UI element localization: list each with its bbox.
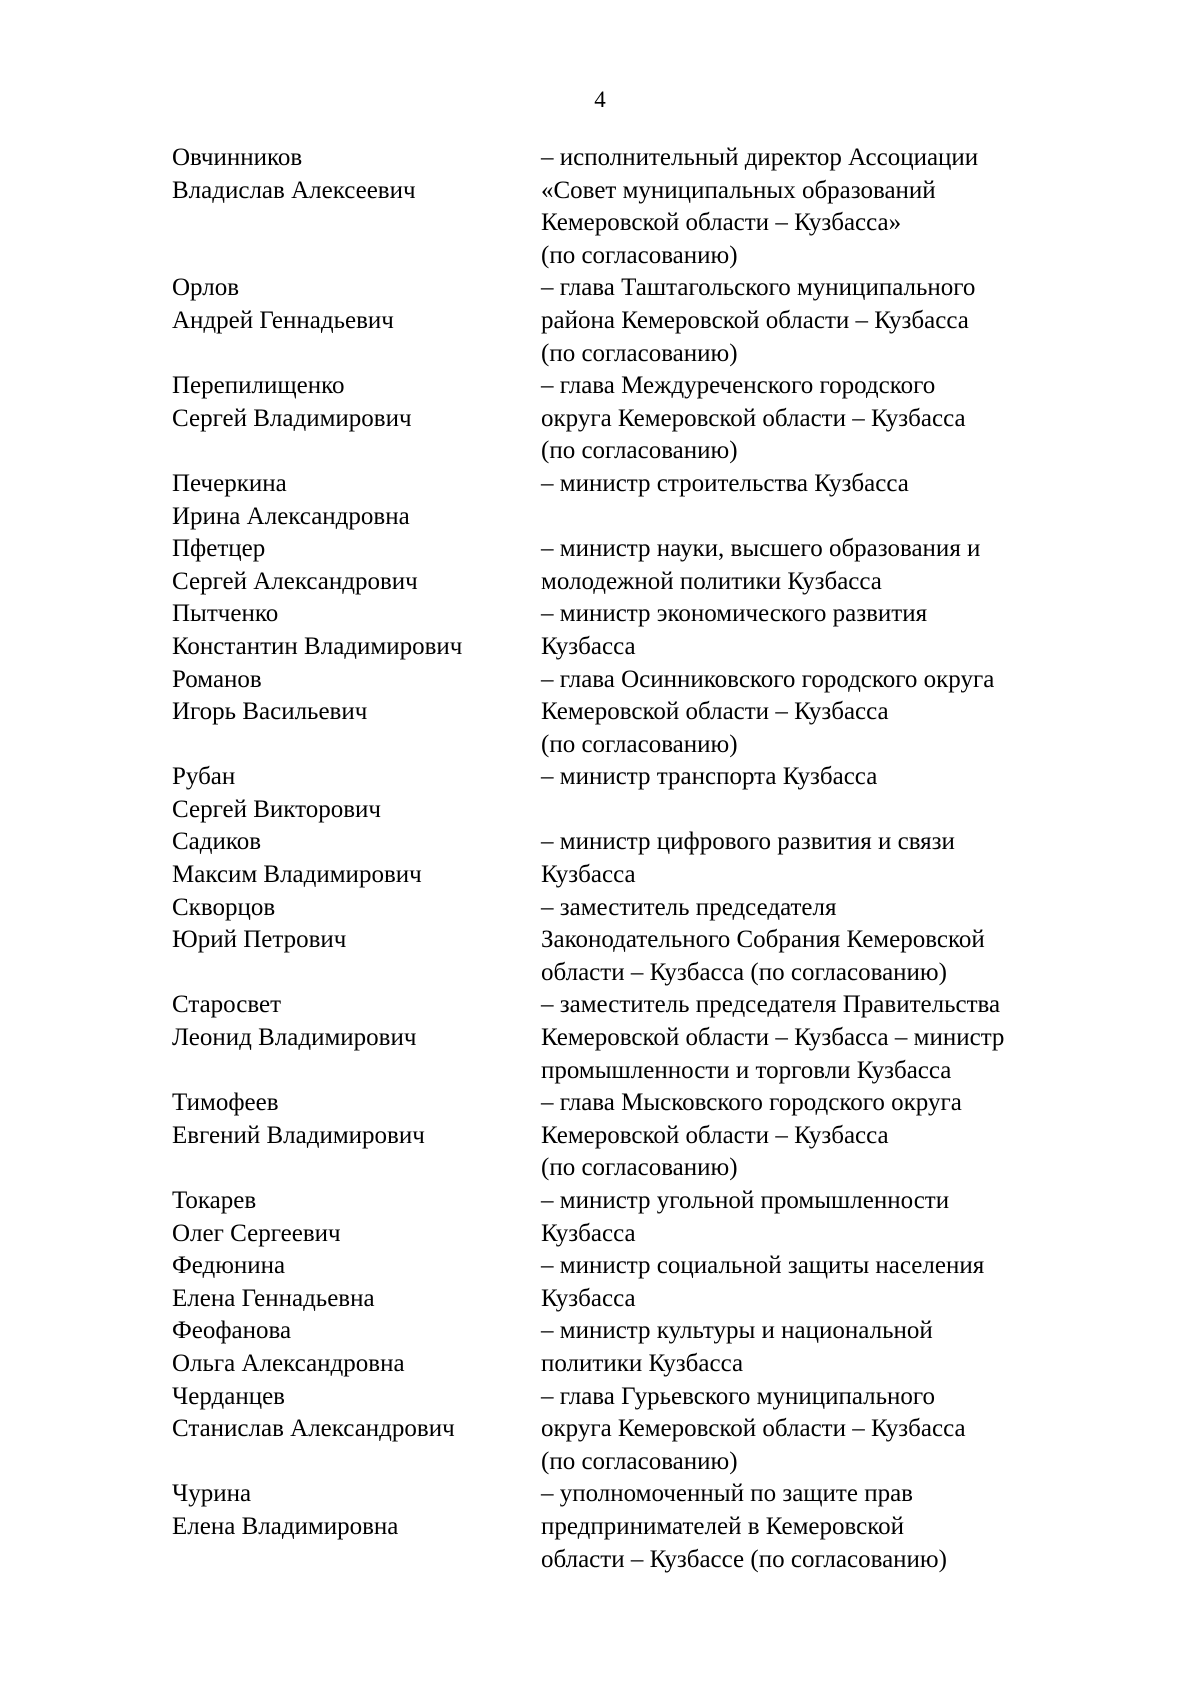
member-entry [172, 761, 1092, 826]
member-surname: Садиков [172, 828, 262, 856]
member-list [172, 142, 1092, 1576]
member-entry [172, 1087, 1092, 1185]
member-entry [172, 664, 1092, 762]
member-entry [172, 272, 1092, 370]
member-name [172, 142, 541, 207]
member-name [172, 664, 541, 729]
member-given-names: Станислав Александрович [172, 1415, 455, 1443]
member-position: – глава Междуреченского городского округа Кемеровской области – Кузбасса (по согласованию) [541, 372, 966, 465]
member-position: – заместитель председателя Правительства Кемеровской области – Кузбасса – министр промышленности и торговли Кузбасса [541, 991, 1005, 1084]
member-entry [172, 826, 1092, 891]
member-name [172, 892, 541, 957]
member-given-names: Елена Владимировна [172, 1512, 399, 1540]
member-name [172, 468, 541, 533]
member-entry [172, 1315, 1092, 1380]
member-given-names: Сергей Владимирович [172, 404, 412, 432]
member-name [172, 598, 541, 663]
member-entry [172, 598, 1092, 663]
member-given-names: Константин Владимирович [172, 632, 463, 660]
member-given-names: Сергей Александрович [172, 567, 418, 595]
member-surname: Чурина [172, 1480, 252, 1508]
member-name [172, 1315, 541, 1380]
member-entry [172, 989, 1092, 1087]
member-given-names: Ирина Александровна [172, 502, 410, 530]
member-entry [172, 1250, 1092, 1315]
member-position: – заместитель председателя Законодательного Собрания Кемеровской области – Кузбасса (по согласованию) [541, 893, 985, 986]
member-surname: Овчинников [172, 144, 303, 171]
member-position: – министр культуры и национальной политики Кузбасса [541, 1317, 933, 1377]
member-given-names: Ольга Александровна [172, 1349, 405, 1377]
member-surname: Рубан [172, 763, 236, 791]
member-entry [172, 892, 1092, 990]
member-position: – уполномоченный по защите прав предпринимателей в Кемеровской области – Кузбассе (по согласованию) [541, 1480, 947, 1573]
member-surname: Черданцев [172, 1382, 285, 1410]
member-position: – министр цифрового развития и связи Кузбасса [541, 828, 955, 889]
member-name [172, 1381, 541, 1446]
member-entry [172, 370, 1092, 468]
member-position: – министр транспорта Кузбасса [541, 763, 878, 791]
member-surname: Романов [172, 665, 262, 693]
member-given-names: Евгений Владимирович [172, 1121, 425, 1149]
member-entry [172, 142, 1092, 272]
member-position: – министр социальной защиты населения Кузбасса [541, 1252, 985, 1312]
member-position: – министр науки, высшего образования и молодежной политики Кузбасса [541, 535, 981, 595]
member-surname: Федюнина [172, 1252, 286, 1280]
member-given-names: Сергей Викторович [172, 795, 381, 823]
member-name [172, 761, 541, 826]
member-position: – министр экономического развития Кузбасса [541, 600, 928, 660]
member-entry [172, 1381, 1092, 1479]
member-surname: Пфетцер [172, 535, 266, 563]
member-surname: Пытченко [172, 600, 279, 628]
member-name [172, 1478, 541, 1543]
member-name [172, 272, 541, 337]
member-name [172, 989, 541, 1054]
member-surname: Перепилищенко [172, 372, 345, 400]
member-given-names: Юрий Петрович [172, 926, 347, 954]
member-position: – глава Гурьевского муниципального округа Кемеровской области – Кузбасса (по согласованию) [541, 1382, 966, 1475]
member-given-names: Владислав Алексеевич [172, 176, 416, 204]
member-entry [172, 468, 1092, 533]
member-position: – исполнительный директор Ассоциации «Совет муниципальных образований Кемеровской области – Кузбасса» (по согласованию) [541, 144, 979, 269]
member-position: – глава Таштагольского муниципального района Кемеровской области – Кузбасса (по согласованию) [541, 274, 976, 367]
member-surname: Орлов [172, 274, 240, 302]
member-entry [172, 1478, 1092, 1576]
member-given-names: Игорь Васильевич [172, 698, 368, 726]
member-name [172, 370, 541, 435]
member-name [172, 1087, 541, 1152]
page-number: 4 [594, 87, 606, 112]
member-name [172, 826, 541, 891]
member-position: – министр угольной промышленности Кузбасса [541, 1187, 950, 1247]
member-surname: Старосвет [172, 991, 282, 1019]
member-surname: Тимофеев [172, 1089, 279, 1117]
member-name [172, 1250, 541, 1315]
member-name [172, 1185, 541, 1250]
member-given-names: Леонид Владимирович [172, 1024, 417, 1052]
member-surname: Токарев [172, 1187, 257, 1214]
member-surname: Скворцов [172, 893, 276, 921]
member-name [172, 533, 541, 598]
member-position: – глава Осинниковского городского округа Кемеровской области – Кузбасса (по согласованию) [541, 665, 995, 758]
member-surname: Феофанова [172, 1317, 292, 1345]
member-position: – глава Мысковского городского округа Кемеровской области – Кузбасса (по согласованию) [541, 1089, 962, 1182]
member-entry [172, 1185, 1092, 1250]
member-surname: Печеркина [172, 469, 287, 497]
member-given-names: Олег Сергеевич [172, 1219, 341, 1247]
member-position: – министр строительства Кузбасса [541, 469, 909, 497]
member-entry [172, 533, 1092, 598]
member-given-names: Андрей Геннадьевич [172, 306, 394, 334]
member-given-names: Максим Владимирович [172, 861, 422, 889]
member-given-names: Елена Геннадьевна [172, 1284, 375, 1312]
